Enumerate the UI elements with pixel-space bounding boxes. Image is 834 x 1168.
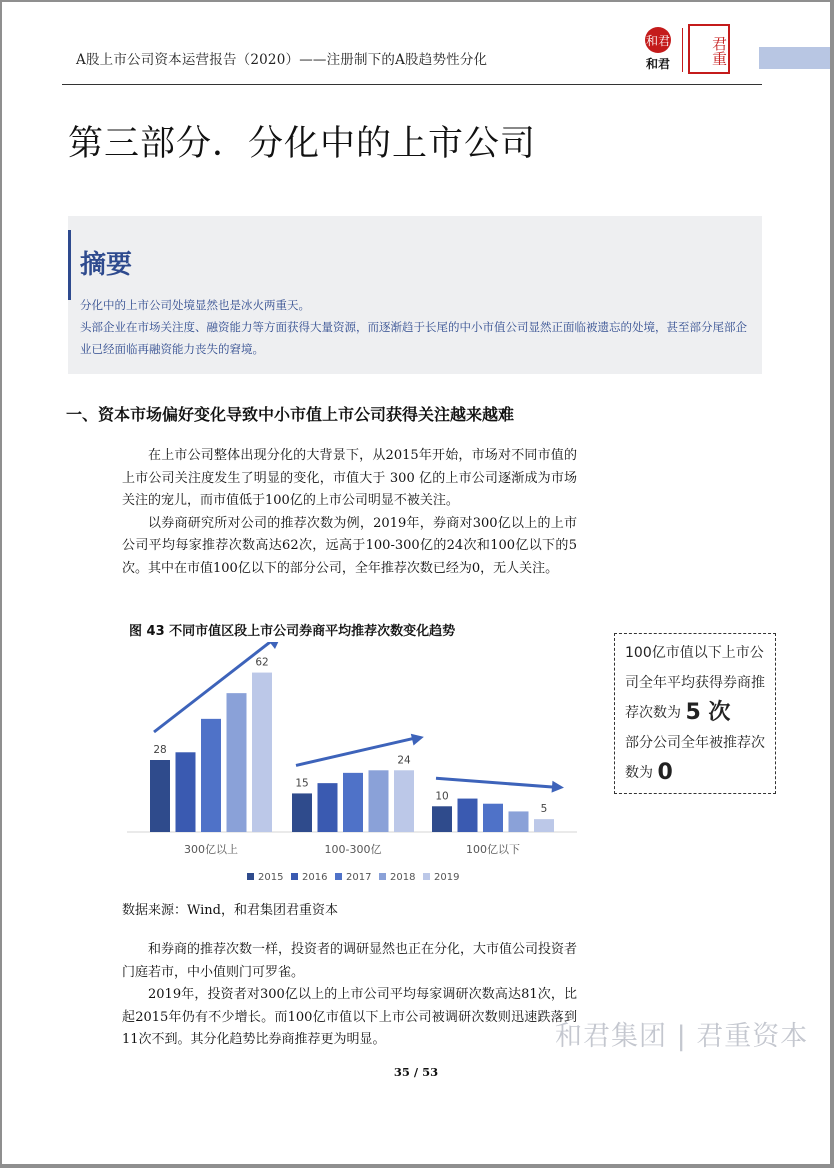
data-label: 10 (435, 790, 449, 803)
bar-2019-1 (394, 770, 414, 832)
legend-label: 2015 (258, 872, 284, 883)
trend-arrow-1 (296, 738, 414, 765)
header-rule (62, 84, 762, 85)
figure-caption: 图 43 不同市值区段上市公司券商平均推荐次数变化趋势 (129, 624, 456, 639)
legend-swatch-2016 (291, 873, 298, 880)
category-label: 300亿以上 (184, 843, 238, 856)
bar-2019-2 (534, 819, 554, 832)
abstract-line: 头部企业在市场关注度、融资能力等方面获得大量资源，而逐渐趋于长尾的中小市值公司显然正面临被遗忘的处境，甚至部分尾部企业已经面临再融资能力丧失的窘境。 (80, 320, 747, 356)
abstract-accent-bar (68, 230, 71, 300)
data-label: 24 (397, 754, 411, 767)
callout-value-1: 5 次 (685, 700, 731, 725)
legend-swatch-2017 (335, 873, 342, 880)
legend-swatch-2018 (379, 873, 386, 880)
body-paragraphs-bottom (122, 939, 577, 1052)
category-label: 100亿以下 (466, 843, 520, 856)
bar-2018-1 (369, 770, 389, 832)
abstract-body (80, 294, 756, 360)
bar-2017-0 (201, 719, 221, 832)
bar-2017-1 (343, 773, 363, 832)
callout-text-2: 部分公司全年被推荐次数为 (625, 735, 765, 781)
bar-2016-0 (176, 752, 196, 832)
document-page (2, 2, 830, 1164)
abstract-title: 摘要 (80, 250, 133, 280)
page-number: 35 / 53 (393, 1065, 439, 1079)
bar-2016-2 (458, 799, 478, 832)
header-accent-bar (759, 47, 830, 69)
hejun-logo (638, 24, 678, 72)
data-label: 5 (540, 803, 548, 816)
bar-2019-0 (252, 673, 272, 832)
bar-2017-2 (483, 804, 503, 832)
bar-2015-2 (432, 806, 452, 832)
paragraph: 以券商研究所对公司的推荐次数为例，2019年，券商对300亿以上的上市公司平均每家推荐次数高达62次，远高于100-300亿的24次和100亿以下的5次。其中在市值100亿以下的部分公司，全年推荐次数已经为0，无人关注。 (122, 515, 577, 576)
category-label: 100-300亿 (324, 843, 382, 856)
trend-arrowhead-2 (552, 781, 564, 793)
callout-value-2: 0 (657, 760, 673, 785)
legend-swatch-2019 (423, 873, 430, 880)
body-paragraphs-top (122, 445, 577, 580)
bar-2018-2 (509, 811, 529, 832)
recommendation-bar-chart (122, 642, 592, 892)
bar-2016-1 (318, 783, 338, 832)
logo-left-text: 和君 (645, 57, 671, 71)
abstract-line: 分化中的上市公司处境显然也是冰火两重天。 (80, 298, 310, 312)
trend-arrow-2 (436, 778, 554, 787)
junzhong-seal-logo: 君重 (688, 24, 730, 74)
section-title: 第三部分．分化中的上市公司 (68, 124, 537, 164)
data-source: 数据来源：Wind，和君集团君重资本 (122, 903, 338, 918)
bar-2015-1 (292, 793, 312, 832)
logo-left-glyph: 和君 (645, 34, 671, 48)
legend-swatch-2015 (247, 873, 254, 880)
abstract-box (68, 216, 762, 374)
legend-label: 2017 (346, 872, 372, 883)
trend-arrowhead-1 (411, 734, 424, 746)
legend-label: 2018 (390, 872, 416, 883)
legend-label: 2016 (302, 872, 328, 883)
paragraph: 2019年，投资者对300亿以上的上市公司平均每家调研次数高达81次，比起2015年仍有不少增长。而100亿市值以下上市公司被调研次数则迅速跌落到11次不到。其分化趋势比券商推荐更为明显。 (122, 987, 577, 1047)
legend-label: 2019 (434, 872, 460, 883)
callout-box (614, 633, 776, 794)
callout-text-1: 100亿市值以下上市公司全年平均获得券商推荐次数为 (625, 645, 765, 721)
bar-2018-0 (227, 693, 247, 832)
paragraph: 和券商的推荐次数一样，投资者的调研显然也正在分化，大市值公司投资者门庭若市，中小值则门可罗雀。 (122, 942, 578, 980)
watermark: 和君集团 | 君重资本 (555, 1021, 809, 1052)
data-label: 15 (295, 777, 309, 790)
data-label: 28 (153, 744, 167, 756)
paragraph: 在上市公司整体出现分化的大背景下，从2015年开始，市场对不同市值的上市公司关注度发生了明显的变化，市值大于 300 亿的上市公司逐渐成为市场关注的宠儿，而市值低于100亿的上市公司明显不被关注。 (122, 448, 577, 508)
subsection-title: 一、资本市场偏好变化导致中小市值上市公司获得关注越来越难 (66, 405, 515, 424)
data-label: 62 (255, 656, 269, 669)
bar-2015-0 (150, 760, 170, 832)
report-header-title: A股上市公司资本运营报告（2020）——注册制下的A股趋势性分化 (76, 52, 488, 68)
logo-divider (682, 28, 683, 72)
